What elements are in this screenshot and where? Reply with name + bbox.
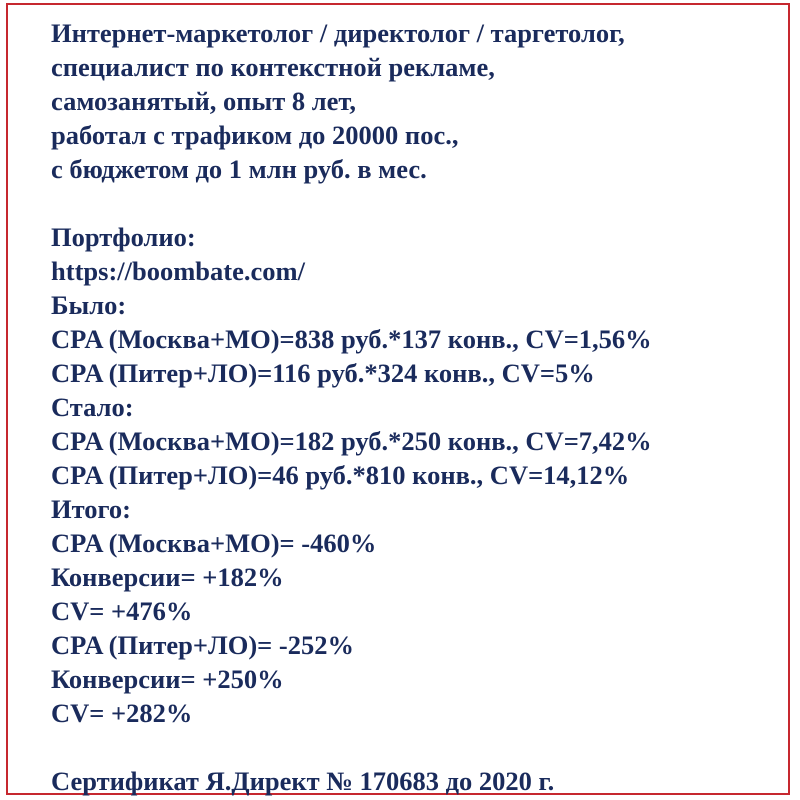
total-line: Конверсии= +250% (51, 664, 284, 694)
total-block (51, 492, 781, 730)
before-line-piter: CPA (Питер+ЛО)=116 руб.*324 конв., CV=5% (51, 358, 595, 388)
after-heading: Стало: (51, 392, 134, 422)
before-line-moscow: CPA (Москва+МО)=838 руб.*137 конв., CV=1,56% (51, 324, 652, 354)
spacer (51, 730, 781, 764)
intro-block (51, 16, 781, 186)
total-line: Конверсии= +182% (51, 562, 284, 592)
total-heading: Итого: (51, 494, 131, 524)
certificate-line: Сертификат Я.Директ № 170683 до 2020 г. (51, 766, 555, 796)
before-block (51, 288, 781, 390)
total-line: CPA (Питер+ЛО)= -252% (51, 630, 354, 660)
document-content (51, 16, 781, 798)
spacer (51, 186, 781, 220)
total-line: CV= +282% (51, 698, 193, 728)
after-block (51, 390, 781, 492)
intro-line: с бюджетом до 1 млн руб. в мес. (51, 154, 427, 184)
total-line: CPA (Москва+МО)= -460% (51, 528, 377, 558)
intro-line: работал с трафиком до 20000 пос., (51, 120, 459, 150)
portfolio-heading: Портфолио: (51, 222, 196, 252)
intro-line: самозанятый, опыт 8 лет, (51, 86, 357, 116)
intro-line: Интернет-маркетолог / директолог / таргетолог, (51, 18, 625, 48)
portfolio-link[interactable]: https://boombate.com/ (51, 256, 305, 286)
after-line-moscow: CPA (Москва+МО)=182 руб.*250 конв., CV=7,42% (51, 426, 652, 456)
before-heading: Было: (51, 290, 127, 320)
total-line: CV= +476% (51, 596, 193, 626)
portfolio-block (51, 220, 781, 288)
intro-line: специалист по контекстной рекламе, (51, 52, 495, 82)
after-line-piter: CPA (Питер+ЛО)=46 руб.*810 конв., CV=14,12% (51, 460, 630, 490)
